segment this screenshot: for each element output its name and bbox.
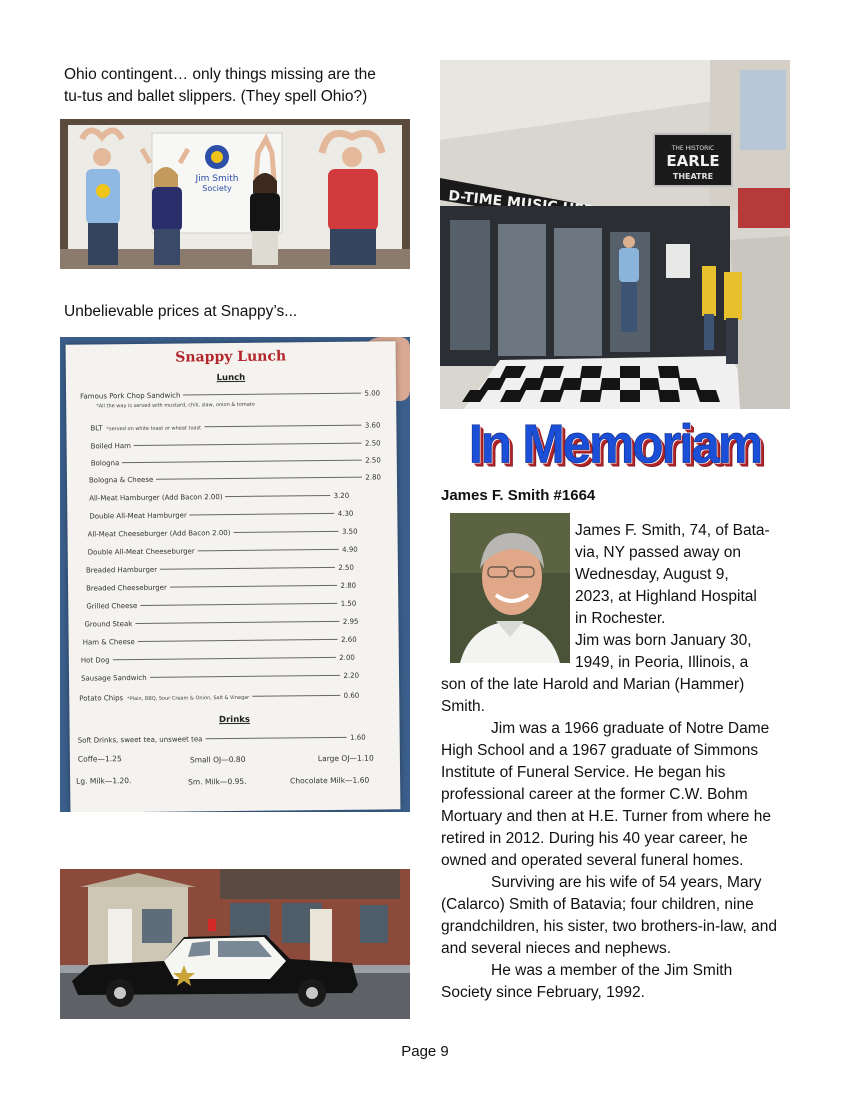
obit-line: in Rochester. — [575, 610, 666, 627]
menu-drink: Small OJ—0.80 — [189, 754, 246, 765]
menu-item: All-Meat Hamburger (Add Bacon 2.00) 3.20 — [89, 491, 350, 503]
earle-theatre-photo — [440, 60, 790, 409]
menu-note: *All the way is served with mustard, chili, slaw, onion & tomato — [96, 401, 255, 410]
menu-drink: Sm. Milk—0.95. — [188, 776, 247, 787]
menu-item: Hot Dog 2.00 — [80, 653, 355, 665]
menu-item: Breaded Cheeseburger 2.80 — [86, 581, 357, 593]
caption-snappys: Unbelievable prices at Snappy’s... — [64, 303, 298, 320]
obituary-body — [441, 674, 787, 1004]
menu-item: Double All-Meat Hamburger 4.30 — [89, 509, 354, 521]
obit-paragraph-2: Jim was a 1966 graduate of Notre Dame High School and a 1967 graduate of Simmons Institute of Funeral Service. He began his professional career at the former C.W. Bohm Mortuary and then at H.E. Turner from where he retired in 2012. During his 40 year career, he owned and operated several funeral homes. — [441, 720, 771, 869]
theatre-sign-line-3: THEATRE — [672, 172, 714, 181]
obit-paragraph-3: Surviving are his wife of 54 years, Mary (Calarco) Smith of Batavia; four children, nine grandchildren, his sister, two brothers-in-law, and and several nieces and nephews. — [441, 874, 777, 957]
theatre-sign-line-2: EARLE — [666, 152, 720, 170]
obit-line: 2023, at Highland Hospital — [575, 588, 757, 605]
menu-sheet — [66, 341, 401, 812]
menu-item: Bologna 2.50 — [90, 456, 381, 468]
menu-item: Grilled Cheese 1.50 — [86, 599, 357, 611]
banner-text-2: Society — [202, 184, 232, 193]
obituary-name: James F. Smith #1664 — [441, 487, 596, 504]
obit-line: via, NY passed away on — [575, 544, 742, 561]
menu-item: Famous Pork Chop Sandwich 5.00 — [80, 389, 381, 401]
obit-line: 1949, in Peoria, Illinois, a — [575, 654, 749, 671]
obit-line: Wednesday, August 9, — [575, 566, 729, 583]
menu-item: All-Meat Cheeseburger (Add Bacon 2.00) 3.50 — [87, 527, 358, 539]
menu-item: Bologna & Cheese 2.80 — [88, 473, 382, 485]
menu-drink: Coffe—1.25 — [77, 754, 122, 764]
menu-title: Snappy Lunch — [175, 348, 287, 366]
menu-drink-soft: Soft Drinks, sweet tea, unsweet tea 1.60 — [77, 733, 366, 745]
ohio-group-photo — [60, 119, 410, 269]
obituary-wrap-text — [575, 520, 795, 674]
menu-lunch-heading: Lunch — [216, 372, 246, 384]
menu-drink: Lg. Milk—1.20. — [76, 776, 132, 786]
menu-item: Double All-Meat Cheeseburger 4.90 — [87, 545, 358, 557]
menu-drinks-heading: Drinks — [218, 714, 251, 726]
james-smith-portrait — [450, 513, 570, 663]
menu-item: Ham & Cheese 2.60 — [82, 635, 357, 647]
caption-ohio — [64, 64, 424, 108]
menu-item: Potato Chips *Plain, BBQ, Sour Cream & Onion, Salt & Vinegar 0.60 — [79, 691, 360, 703]
caption-ohio-line-2: tu-tus and ballet slippers. (They spell Ohio?) — [64, 88, 368, 105]
menu-item: Boiled Ham 2.50 — [90, 439, 381, 451]
obit-paragraph-1-rest: son of the late Harold and Marian (Hammer) Smith. — [441, 676, 745, 715]
menu-item: Breaded Hamburger 2.50 — [85, 563, 354, 575]
menu-item: BLT *served on white toast or wheat toast 3.60 — [90, 421, 381, 433]
theatre-sign-line-1: THE HISTORIC — [671, 145, 715, 152]
police-car-photo — [60, 869, 410, 1019]
menu-drink: Chocolate Milk—1.60 — [290, 775, 370, 786]
banner-text-1: Jim Smith — [195, 174, 239, 184]
snappys-menu-photo — [60, 337, 410, 812]
menu-item: Ground Steak 2.95 — [84, 617, 359, 629]
caption-ohio-line-1: Ohio contingent… only things missing are the — [64, 66, 376, 83]
memoriam-heading: In Memoriam — [468, 412, 762, 475]
obit-line: James F. Smith, 74, of Bata- — [575, 522, 770, 539]
obit-paragraph-4: He was a member of the Jim Smith Society since February, 1992. — [441, 962, 733, 1001]
page-number: Page 9 — [401, 1043, 449, 1060]
obit-line: Jim was born January 30, — [575, 632, 752, 649]
menu-item: Sausage Sandwich 2.20 — [81, 671, 360, 683]
menu-drink: Large OJ—1.10 — [317, 753, 374, 764]
